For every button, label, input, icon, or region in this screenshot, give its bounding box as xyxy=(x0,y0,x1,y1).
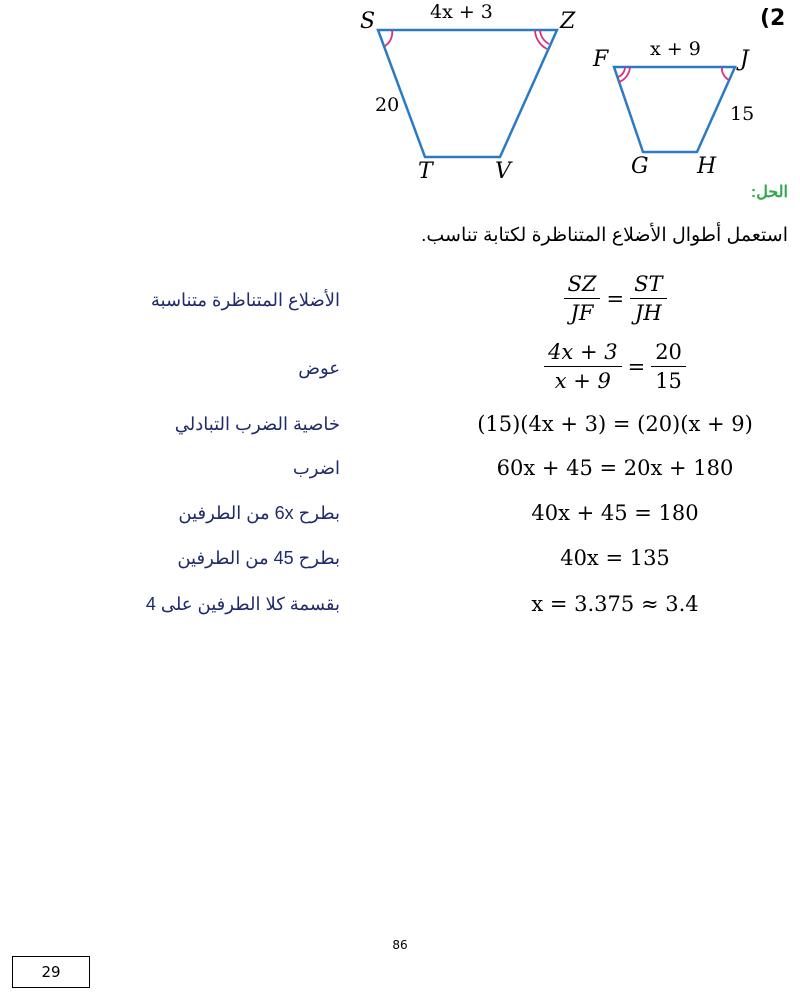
step-reason: بطرح 6x من الطرفين xyxy=(178,503,340,523)
numerator: SZ xyxy=(564,272,601,299)
step-reason: خاصية الضرب التبادلي xyxy=(174,414,340,434)
angle-mark-f-inner xyxy=(618,67,625,77)
small-top-label: x + 9 xyxy=(650,38,701,60)
step-row xyxy=(0,272,800,324)
instruction-text: استعمل أطوال الأضلاع المتناظرة لكتابة تناسب. xyxy=(421,225,788,246)
large-side-label: 20 xyxy=(375,94,400,116)
equation: x = 3.375 ≈ 3.4 xyxy=(531,592,699,616)
step-row xyxy=(0,340,800,392)
step-reason: الأضلاع المتناظرة متناسبة xyxy=(150,290,340,310)
vertex-s: S xyxy=(360,9,376,34)
numerator: 4x + 3 xyxy=(544,340,622,367)
angle-mark-j xyxy=(722,67,729,80)
large-top-label: 4x + 3 xyxy=(430,1,493,23)
vertex-h: H xyxy=(697,154,717,179)
equation: 60x + 45 = 20x + 180 xyxy=(496,456,734,480)
fraction xyxy=(544,340,622,393)
step-row xyxy=(0,592,800,644)
denominator: JH xyxy=(634,301,662,325)
vertex-v: V xyxy=(495,159,511,180)
vertex-f: F xyxy=(593,47,609,72)
trapezoid-small xyxy=(614,67,735,152)
problem-number: (2 xyxy=(760,6,786,31)
equation: $\frac{SZ}{JF}$ = $\frac{ST}{JH}$ xyxy=(430,272,800,325)
step-reason: اضرب xyxy=(292,458,340,478)
page-number: 86 xyxy=(392,938,408,952)
numerator: 20 xyxy=(651,340,686,367)
angle-mark-z-inner xyxy=(540,30,549,44)
equation: 40x = 135 xyxy=(560,546,670,570)
angle-mark-s xyxy=(385,30,392,46)
denominator: x + 9 xyxy=(554,369,611,393)
step-row xyxy=(0,546,800,598)
trapezoid-large xyxy=(378,30,557,157)
step-reason: عوض xyxy=(298,358,340,378)
step-reason: بقسمة كلا الطرفين على 4 xyxy=(145,594,340,614)
page-box-number: 29 xyxy=(12,956,90,988)
fraction xyxy=(651,340,686,393)
equation: (15)(4x + 3) = (20)(x + 9) xyxy=(477,412,753,436)
vertex-j: J xyxy=(740,47,749,72)
vertex-g: G xyxy=(631,154,649,179)
numerator: ST xyxy=(630,272,666,299)
denominator: 15 xyxy=(655,369,682,393)
fraction xyxy=(564,272,601,325)
equation: $\frac{4x + 3}{x + 9}$ = $\frac{20}{15}$ xyxy=(430,340,800,393)
vertex-t: T xyxy=(418,159,433,180)
denominator: JF xyxy=(570,301,594,325)
similar-trapezoids-figure xyxy=(0,0,800,180)
fraction xyxy=(630,272,666,325)
vertex-z: Z xyxy=(560,9,576,34)
step-reason: بطرح 45 من الطرفين xyxy=(177,548,340,568)
small-side-label: 15 xyxy=(730,103,755,125)
equation: 40x + 45 = 180 xyxy=(531,501,699,525)
solution-heading: الحل: xyxy=(750,184,788,201)
